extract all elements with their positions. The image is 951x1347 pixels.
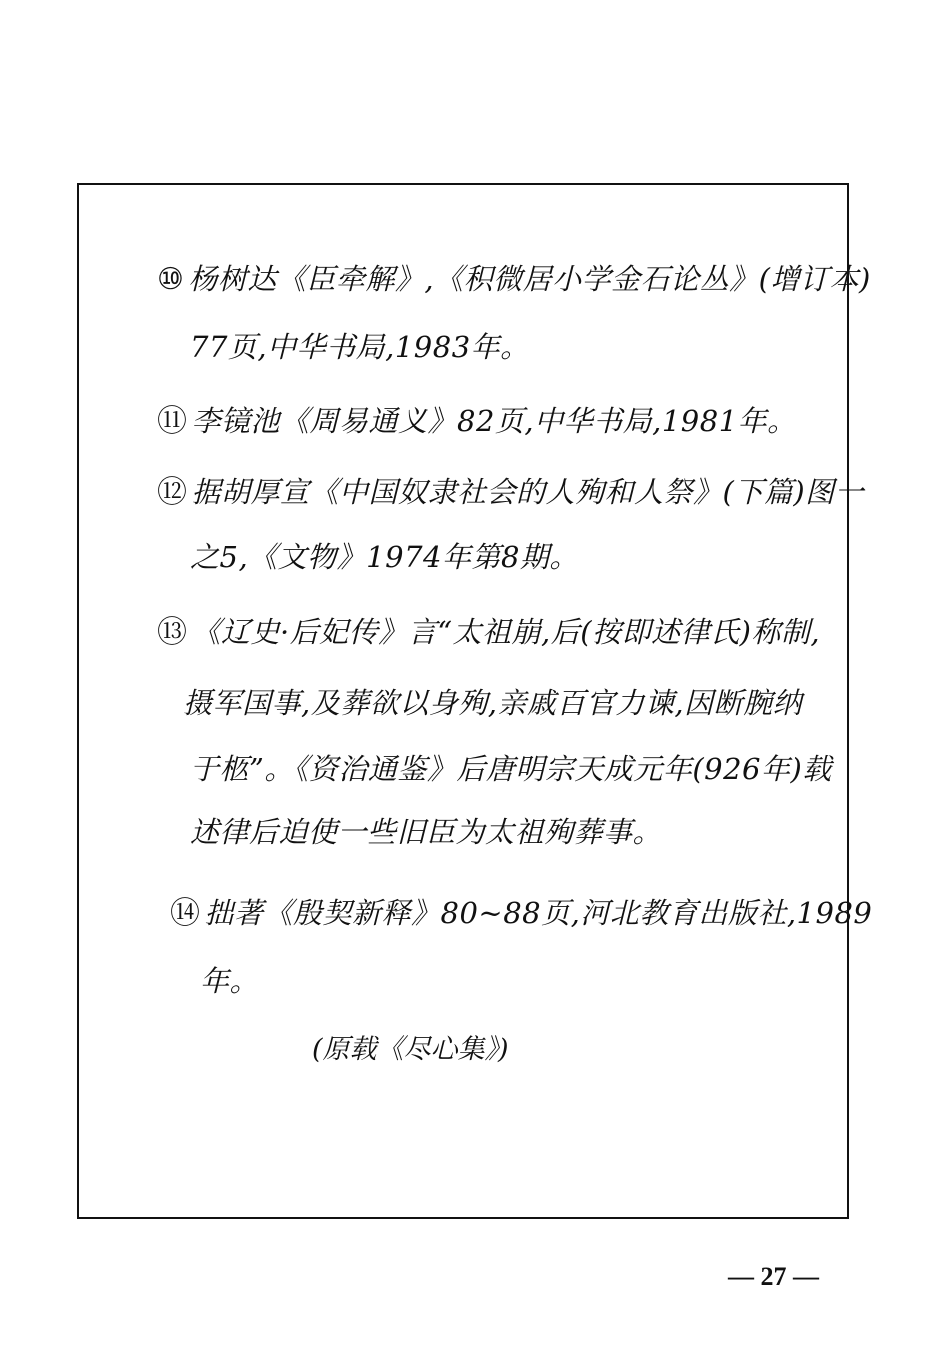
note-13-marker: ⑬ (157, 615, 188, 650)
page-number: — 27 — (728, 1262, 819, 1291)
note-10-line-2: 77页,中华书局,1983年。 (190, 330, 530, 364)
note-14-line-1 (170, 896, 872, 931)
note-10-text-1: 杨树达《臣牵解》,《积微居小学金石论丛》(增订本) (188, 262, 871, 296)
note-12-line-1 (157, 475, 864, 510)
note-12-text-1: 据胡厚宣《中国奴隶社会的人殉和人祭》(下篇)图一 (191, 475, 865, 509)
note-10-marker: ⑩ (157, 262, 185, 297)
note-14-line-2: 年。 (200, 964, 260, 998)
note-13-line-1 (157, 615, 820, 650)
note-12-marker: ⑫ (157, 475, 188, 510)
note-14-marker: ⑭ (170, 896, 201, 931)
note-11-line-1 (157, 404, 797, 439)
note-11-marker: ⑪ (157, 404, 188, 439)
note-13-line-2: 摄军国事,及葬欲以身殉,亲戚百官力谏,因断腕纳 (183, 686, 803, 720)
note-10-line-1 (157, 262, 871, 297)
note-13-line-3: 于柩”。《资治通鉴》后唐明宗天成元年(926年)载 (190, 752, 832, 786)
note-14-text-1: 拙著《殷契新释》80~88页,河北教育出版社,1989 (204, 896, 873, 930)
note-13-text-1: 《辽史·后妃传》言“太祖崩,后(按即述律氏)称制, (191, 615, 821, 649)
note-13-line-4: 述律后迫使一些旧臣为太祖殉葬事。 (190, 815, 663, 849)
note-12-line-2: 之5,《文物》1974年第8期。 (190, 540, 579, 574)
note-11-text-1: 李镜池《周易通义》82页,中华书局,1981年。 (191, 404, 797, 438)
source-note: (原载《尽心集》) (312, 1034, 509, 1065)
